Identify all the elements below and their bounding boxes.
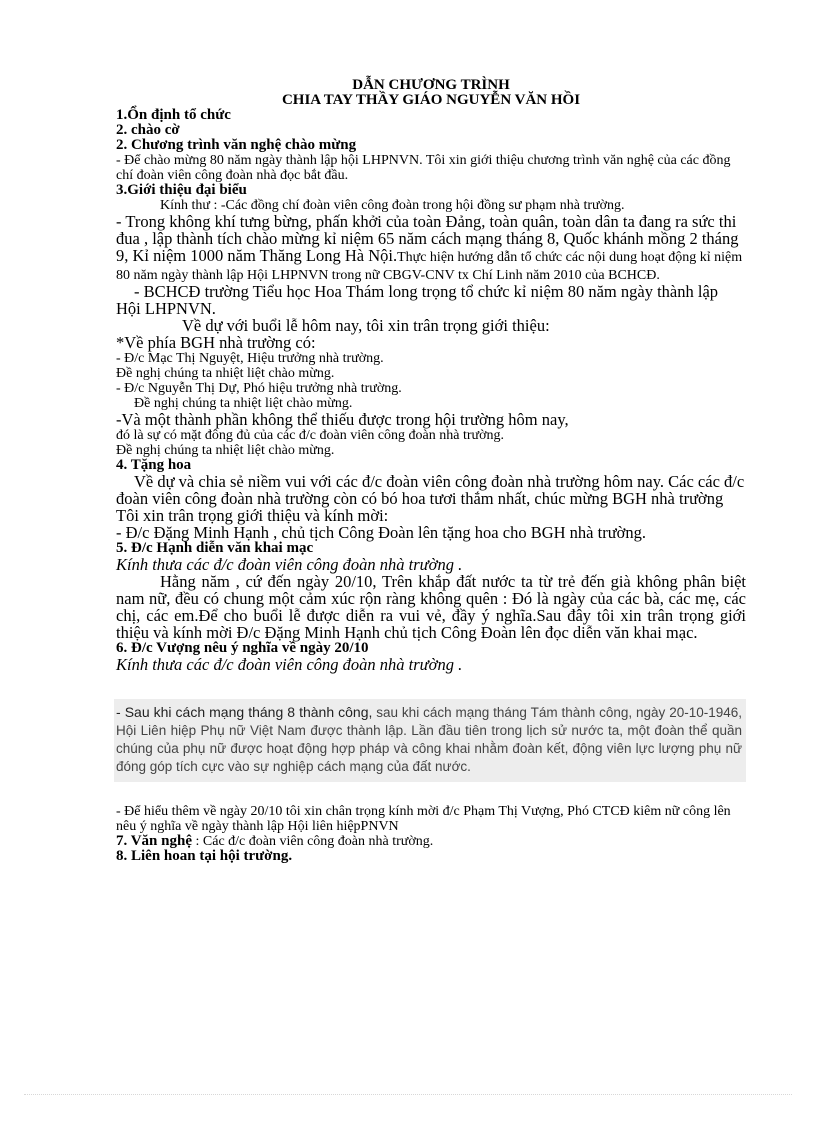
opening-speech-paragraph: Hằng năm , cứ đến ngày 20/10, Trên khắp đất nước ta từ trẻ đến già không phân biệt nam nữ, đều có chung một cảm xúc rộn ràng không quên : Đó là ngày của các bà, các mẹ, các chị, các em.Để cho buổi lễ được diễn ra vui vẻ, đầy ý nghĩa.Sau đây tôi xin trân trọng giới thiệu và kính mời Đ/c Đặng Minh Hạnh chủ tịch Công Đoàn lên đọc diễn văn khai mạc. [116, 572, 746, 642]
history-quote-block [114, 699, 746, 782]
document-page [116, 78, 746, 864]
flowers-presenter-line: - Đ/c Đặng Minh Hạnh , chủ tịch Công Đoàn lên tặng hoa cho BGH nhà trường. [116, 523, 646, 542]
bgh-heading: *Về phía BGH nhà trường có: [116, 333, 316, 352]
section-heading-2: 2. chào cờ [116, 122, 180, 138]
section-heading-4: 3.Giới thiệu đại biểu [116, 182, 247, 198]
history-quote-lead: - Sau khi cách mạng tháng 8 thành công, [116, 704, 373, 720]
significance-invitation: - Để hiểu thêm về ngày 20/10 tôi xin chân trọng kính mời đ/c Phạm Thị Vượng, Phó CTCĐ kiêm nữ công lên nêu ý nghĩa về ngày thành lập Hội liên hiệpPNVN [116, 804, 731, 834]
section-heading-9: 8. Liên hoan tại hội trường. [116, 848, 293, 864]
greeting-line: Kính thư : -Các đồng chí đoàn viên công đoàn trong hội đồng sư phạm nhà trường. [160, 198, 625, 213]
document-title: DẪN CHƯƠNG TRÌNH [352, 77, 510, 93]
intro-paragraph-main: - Trong không khí tưng bừng, phấn khởi của toàn Đảng, toàn quân, toàn dân ta đang ra sức thi đua , lập thành tích chào mừng kỉ niệm 65 năm cách mạng tháng 8, Quốc khánh mồng 2 tháng 9, Kỉ niệm 1000 năm Thăng Long Hà Nội. [116, 212, 739, 265]
guest-line: - Đ/c Mạc Thị Nguyệt, Hiệu trưởng nhà trường. [116, 351, 384, 366]
page-footer-divider [24, 1094, 792, 1095]
intro-paragraph [116, 213, 746, 283]
attendees-line-tail: đó là sự có mặt đông đủ của các đ/c đoàn viên công đoàn nhà trường. [116, 428, 505, 443]
applause-line: Đề nghị chúng ta nhiệt liệt chào mừng. [134, 396, 353, 411]
section-heading-7: 6. Đ/c Vượng nêu ý nghĩa về ngày 20/10 [116, 640, 369, 656]
applause-line: Đề nghị chúng ta nhiệt liệt chào mừng. [116, 366, 335, 381]
section-heading-5: 4. Tặng hoa [116, 457, 192, 473]
invitation-line: Tôi xin trân trọng giới thiệu và kính mời: [116, 506, 389, 525]
applause-line: Đề nghị chúng ta nhiệt liệt chào mừng. [116, 443, 335, 458]
section-heading-6: 5. Đ/c Hạnh diễn văn khai mạc [116, 540, 314, 556]
intro-paragraph-tail: Thực hiện hướng dẫn tổ chức các nội dung hoạt động kỉ niệm 80 năm ngày thành lập Hội LHPNVN trong nữ CBGV-CNV tx Chí Linh năm 2010 của BCHCĐ. [116, 250, 743, 283]
introduction-line: Về dự với buổi lễ hôm nay, tôi xin trân trọng giới thiệu: [182, 316, 550, 335]
history-quote-text: sau khi cách mạng tháng Tám thành công, ngày 20-10-1946, Hội Liên hiệp Phụ nữ Việt Nam được thành lập. Lần đầu tiên trong lịch sử nước ta, một đoàn thể quần chúng của phụ nữ được hoạt động hợp pháp và công khai nhằm đoàn kết, động viên lực lượng phụ nữ đóng góp tích cực vào sự nghiệp cách mạng của đất nước. [116, 705, 743, 774]
section-3-text: - Để chào mừng 80 năm ngày thành lập hội LHPNVN. Tôi xin giới thiệu chương trình văn nghệ của các đồng chí đoàn viên công đoàn nhà đọc bắt đầu. [116, 153, 731, 183]
organizer-paragraph: - BCHCĐ trường Tiểu học Hoa Thám long trọng tổ chức kỉ niệm 80 năm ngày thành lập Hội LHPNVN. [116, 282, 719, 318]
section-8-text: : Các đ/c đoàn viên công đoàn nhà trường. [192, 834, 434, 849]
guest-line: - Đ/c Nguyễn Thị Dự, Phó hiệu trưởng nhà trường. [116, 381, 402, 396]
section-heading-3: 2. Chương trình văn nghệ chào mừng [116, 137, 357, 153]
section-7-line [116, 834, 746, 849]
section-heading-1: 1.Ổn định tổ chức [116, 107, 231, 123]
section-heading-8: 7. Văn nghệ [116, 833, 192, 849]
greeting-line: Kính thưa các đ/c đoàn viên công đoàn nhà trường . [116, 655, 463, 674]
greeting-line: Kính thưa các đ/c đoàn viên công đoàn nhà trường . [116, 555, 463, 574]
document-subtitle: CHIA TAY THẦY GIÁO NGUYỄN VĂN HỒI [281, 92, 581, 108]
flowers-paragraph: Về dự và chia sẻ niềm vui với các đ/c đoàn viên công đoàn nhà trường hôm nay. Các các đ/c đoàn viên công đoàn nhà trường còn có bó hoa tươi thắm nhất, chúc mừng BGH nhà trường [116, 472, 745, 508]
attendees-line: -Và một thành phần không thể thiếu được trong hội trường hôm nay, [116, 410, 569, 429]
